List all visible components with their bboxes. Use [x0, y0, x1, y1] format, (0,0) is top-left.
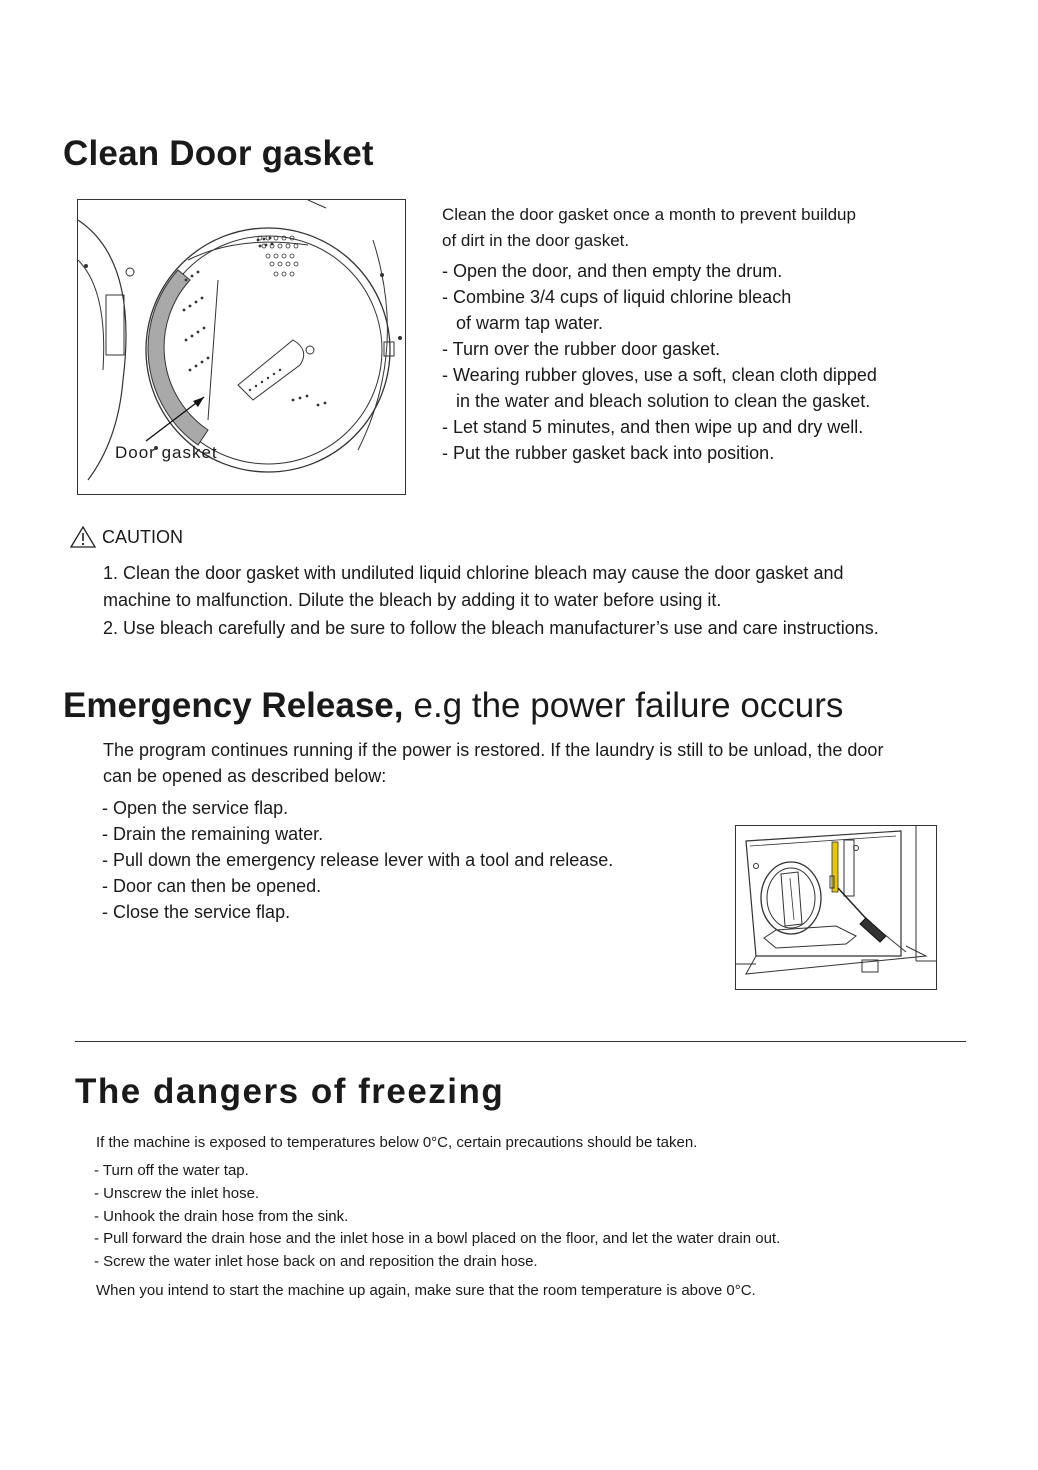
caution-item-2	[103, 615, 1003, 642]
emergency-release-illustration	[735, 825, 937, 990]
step-item: - Unhook the drain hose from the sink.	[94, 1207, 349, 1225]
caution-label: CAUTION	[102, 526, 183, 547]
section2-steps-list	[102, 795, 722, 925]
step-item: - Turn off the water tap.	[94, 1162, 249, 1179]
section1-intro	[442, 202, 962, 254]
section3-steps-list	[94, 1160, 994, 1274]
step-item: - Pull forward the drain hose and the inlet hose in a bowl placed on the floor, and let the water drain out.	[94, 1230, 781, 1248]
step-item: - Let stand 5 minutes, and then wipe up and dry well.	[442, 417, 864, 437]
caution-line: 1. Clean the door gasket with undiluted liquid chlorine bleach may cause the door gasket and	[103, 563, 844, 583]
section1-steps-list	[442, 258, 1002, 466]
intro-line: can be opened as described below:	[103, 766, 387, 786]
warning-triangle-icon	[70, 526, 96, 548]
step-item: - Wearing rubber gloves, use a soft, clean cloth dipped	[442, 365, 877, 385]
section-title-dangers-of-freezing: The dangers of freezing	[75, 1072, 505, 1111]
intro-line: The program continues running if the power is restored. If the laundry is still to be unload, the door	[103, 740, 884, 760]
step-item: - Unscrew the inlet hose.	[94, 1184, 260, 1202]
figure-label-door-gasket: Door gasket	[115, 443, 218, 462]
section-title-emergency-release	[63, 686, 843, 726]
section-title-clean-door-gasket: Clean Door gasket	[63, 134, 374, 173]
service-flap-drawing	[736, 826, 936, 989]
step-item: - Door can then be opened.	[102, 876, 322, 896]
caution-header	[70, 526, 183, 548]
step-item: - Close the service flap.	[102, 902, 291, 922]
step-item: - Combine 3/4 cups of liquid chlorine bleach	[442, 287, 792, 307]
step-item-continuation: in the water and bleach solution to clean the gasket.	[456, 391, 871, 411]
step-item: - Screw the water inlet hose back on and reposition the drain hose.	[94, 1253, 538, 1271]
caution-line: 2. Use bleach carefully and be sure to follow the bleach manufacturer’s use and care instructions.	[103, 618, 879, 638]
step-item: - Open the door, and then empty the drum.	[442, 261, 783, 281]
section3-outro: When you intend to start the machine up again, make sure that the room temperature is above 0°C.	[96, 1282, 756, 1299]
step-item: - Turn over the rubber door gasket.	[442, 339, 721, 359]
step-item: - Drain the remaining water.	[102, 824, 324, 844]
section-title-main: Emergency Release,	[63, 686, 404, 725]
section-divider	[75, 1041, 966, 1042]
step-item: - Open the service flap.	[102, 798, 289, 818]
caution-line: machine to malfunction. Dilute the bleach by adding it to water before using it.	[103, 590, 722, 610]
step-item: - Put the rubber gasket back into position.	[442, 443, 775, 463]
section-title-subtitle: e.g the power failure occurs	[413, 686, 844, 725]
section3-intro: If the machine is exposed to temperatures below 0°C, certain precautions should be taken.	[96, 1134, 698, 1151]
intro-line: of dirt in the door gasket.	[442, 231, 630, 250]
step-item-continuation: of warm tap water.	[456, 313, 604, 333]
intro-line: Clean the door gasket once a month to prevent buildup	[442, 205, 856, 224]
section2-intro	[103, 737, 1003, 789]
step-item: - Pull down the emergency release lever with a tool and release.	[102, 850, 614, 870]
caution-item-1	[103, 560, 983, 614]
